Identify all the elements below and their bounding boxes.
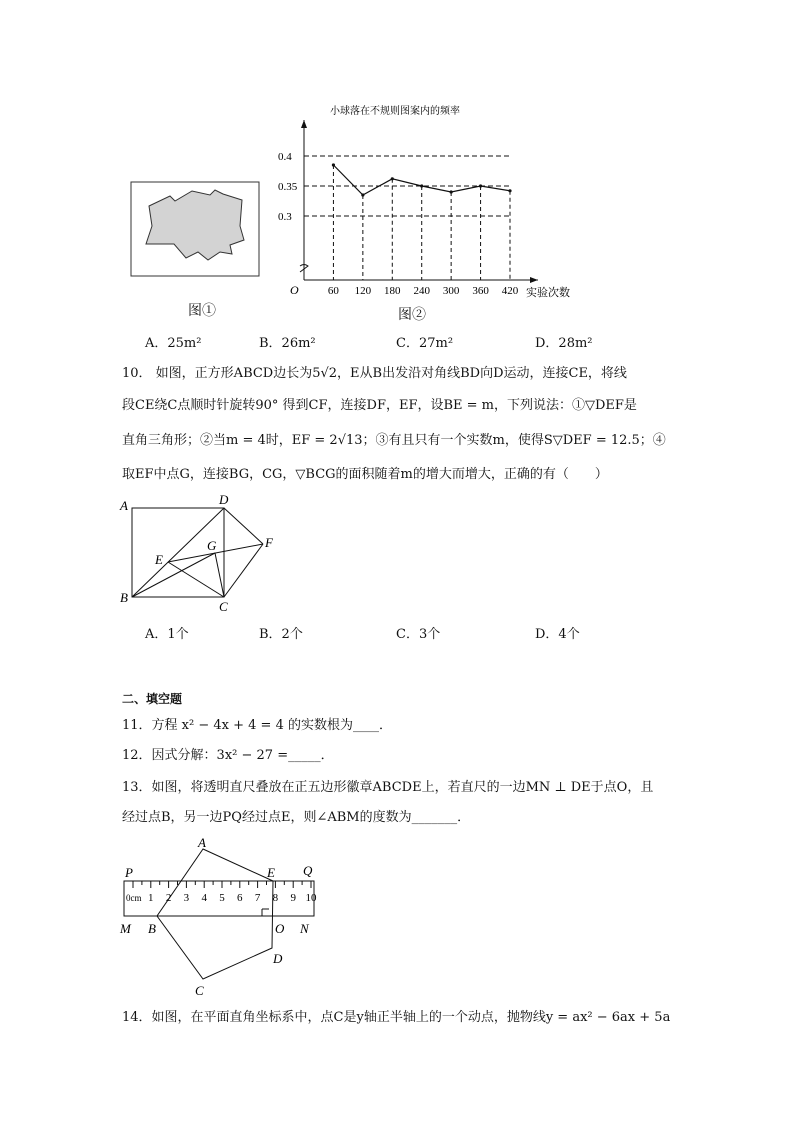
q10-label-a: A [120,498,128,513]
q10-option-d[interactable]: D．4个 [535,627,580,642]
data-point [420,184,423,187]
x-tick-label: 120 [354,285,372,297]
q10-figure [115,490,285,615]
ruler-mark-label: 1 [148,892,154,904]
q13-label-b: B [148,921,156,936]
figure-1-caption: 图① [188,303,216,319]
q13-label-n: N [300,921,309,936]
q10-label-g: G [207,538,217,553]
q13-label-q: Q [303,863,313,878]
q10-label-f: F [265,535,273,550]
q10-option-c[interactable]: C．3个 [396,627,441,642]
q10-option-a[interactable]: A．1个 [145,627,189,642]
x-axis-arrow [530,277,538,283]
q12-text: 12．因式分解：3x² − 27 =_____． [122,748,334,763]
origin-label: O [290,283,299,297]
x-tick-label: 360 [472,285,489,297]
x-tick-label: 420 [501,285,519,297]
q10-line-2: 段CE绕C点顺时针旋转90° 得到CF，连接DF，EF，设BE = m，下列说法：①▽DEF是 [122,398,637,413]
ruler-mark-label: 8 [272,892,279,904]
ruler-mark-label: 9 [290,892,296,904]
x-axis-label: 实验次数 [526,287,570,299]
q13-label-p: P [125,865,133,880]
q14-text: 14．如图，在平面直角坐标系中，点C是y轴正半轴上的一个动点，抛物线y = ax² − 6ax + 5a [122,1010,671,1025]
figure-2-caption: 图② [398,307,426,323]
q13-line-1: 13．如图，将透明直尺叠放在正五边形徽章ABCDE上，若直尺的一边MN ⊥ DE于点O，且 [122,780,654,795]
q11-text: 11．方程 x² − 4x + 4 = 4 的实数根为____． [122,718,392,733]
q10-line-4: 取EF中点G，连接BG，CG，▽BCG的面积随着m的增大而增大，正确的有（ ） [122,467,608,482]
ruler-mark-label: 3 [183,892,190,904]
ruler-mark-label: 7 [254,892,261,904]
frequency-chart [270,98,600,308]
ruler-mark-label: 10 [305,892,317,904]
data-point [391,177,394,180]
q13-label-c: C [195,983,204,998]
q10-label-b: B [120,590,128,605]
q9-option-d[interactable]: D．28m² [535,336,593,351]
y-tick-label: 0.35 [278,181,298,193]
chart-title: 小球落在不规则图案内的频率 [330,106,460,117]
figure-1 [130,178,260,278]
ruler-mark-label: 0cm [126,893,142,903]
q13-label-m: M [120,921,131,936]
q10-line-3: 直角三角形；②当m = 4时，EF = 2√13；③有且只有一个实数m，使得S▽DEF = 12.5；④ [122,433,666,448]
data-point [508,189,511,192]
x-tick-label: 180 [384,285,401,297]
data-point [332,163,335,166]
x-tick-label: 300 [442,285,460,297]
data-point [479,184,482,187]
q10-label-e: E [155,552,163,567]
q13-label-d: D [273,951,283,966]
q10-label-d: D [219,492,229,507]
x-tick-label: 60 [327,285,339,297]
ruler-mark-label: 4 [201,892,207,904]
q10-label-c: C [219,599,228,614]
q9-option-c[interactable]: C．27m² [396,336,454,351]
q13-label-e: E [267,865,275,880]
q13-line-2: 经过点B，另一边PQ经过点E，则∠ABM的度数为_______． [122,810,471,825]
data-point [450,190,453,193]
q9-option-b[interactable]: B．26m² [259,336,316,351]
y-tick-label: 0.3 [278,211,292,223]
x-tick-label: 240 [413,285,430,297]
ruler-mark-label: 5 [219,892,225,904]
frequency-line [333,165,510,195]
ruler-mark-label: 2 [165,892,172,904]
q13-label-a: A [198,835,206,850]
q13-figure [115,835,330,1000]
section-title: 二、填空题 [122,692,183,706]
q10-option-b[interactable]: B．2个 [259,627,303,642]
q9-option-a[interactable]: A．25m² [145,336,202,351]
ruler-mark-label: 6 [237,892,243,904]
q13-label-o: O [275,921,285,936]
data-point [361,193,364,196]
q10-line-1: 10． 如图，正方形ABCD边长为5√2，E从B出发沿对角线BD向D运动，连接CE，将线 [122,366,627,381]
y-axis-arrow [301,120,307,128]
y-tick-label: 0.4 [278,151,292,163]
